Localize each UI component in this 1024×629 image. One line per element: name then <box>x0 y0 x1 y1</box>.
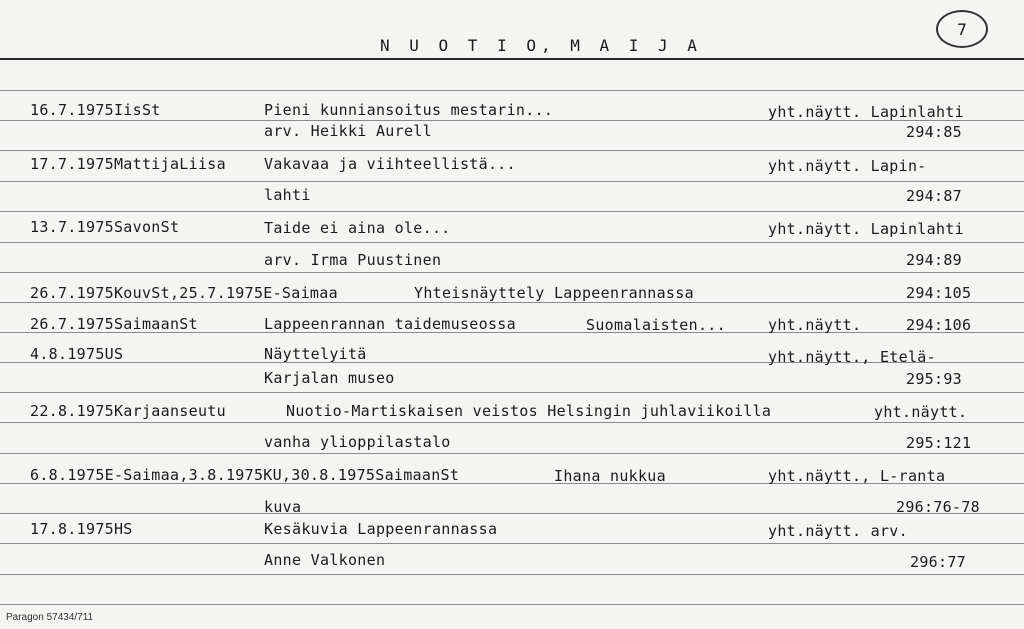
entry-ref: 295:93 <box>906 370 962 388</box>
entry-detail: arv. Heikki Aurell <box>264 122 432 140</box>
entry-title: Näyttelyitä <box>264 345 367 363</box>
entry-detail: vanha ylioppilastalo <box>264 433 451 451</box>
circled-number-badge <box>936 10 988 48</box>
rule-line <box>0 392 1024 393</box>
entry-date: 17.8.1975HS <box>30 520 133 538</box>
entry-type: yht.näytt., L-ranta <box>768 467 946 485</box>
entry-date: 6.8.1975E-Saimaa,3.8.1975KU,30.8.1975SaimaanSt <box>30 466 460 484</box>
entry-detail: arv. Irma Puustinen <box>264 251 442 269</box>
rule-line <box>0 513 1024 514</box>
entry-title: Pieni kunniansoitus mestarin... <box>264 101 554 119</box>
rule-line <box>0 211 1024 212</box>
entry-type: yht.näytt. <box>768 316 862 334</box>
rule-line <box>0 242 1024 243</box>
rule-line <box>0 272 1024 273</box>
entry-title: Lappeenrannan taidemuseossa <box>264 315 516 333</box>
entry-type: yht.näytt. Lapinlahti <box>768 220 964 238</box>
entry-date: 16.7.1975IisSt <box>30 101 161 119</box>
entry-date: 13.7.1975SavonSt <box>30 218 180 236</box>
rule-line <box>0 150 1024 151</box>
entry-date: 17.7.1975MattijaLiisa <box>30 155 226 173</box>
entry-detail: lahti <box>264 186 311 204</box>
entry-ref: 294:87 <box>906 187 962 205</box>
card-title: N U O T I O, M A I J A <box>380 36 702 55</box>
entry-date: 26.7.1975KouvSt,25.7.1975E-Saimaa <box>30 284 338 302</box>
entry-date: 22.8.1975Karjaanseutu <box>30 402 226 420</box>
rule-line <box>0 604 1024 605</box>
entry-title: Yhteisnäyttely Lappeenrannassa <box>414 284 694 302</box>
rule-line <box>0 58 1024 60</box>
entry-ref: 294:105 <box>906 284 972 302</box>
entry-ref: 296:77 <box>910 553 966 571</box>
entry-ref: 295:121 <box>906 434 972 452</box>
entry-title: Nuotio-Martiskaisen veistos Helsingin juhlaviikoilla <box>286 402 772 420</box>
entry-detail: kuva <box>264 498 302 516</box>
entry-title-continued: Suomalaisten... <box>586 316 726 334</box>
rule-line <box>0 574 1024 575</box>
rule-line <box>0 181 1024 182</box>
entry-title: Ihana nukkua <box>554 467 666 485</box>
entry-detail: Karjalan museo <box>264 369 395 387</box>
rule-line <box>0 453 1024 454</box>
rule-line <box>0 422 1024 423</box>
entry-ref: 296:76-78 <box>896 498 980 516</box>
rule-line <box>0 543 1024 544</box>
entry-detail: Anne Valkonen <box>264 551 386 569</box>
entry-title: Kesäkuvia Lappeenrannassa <box>264 520 498 538</box>
entry-title: Vakavaa ja viihteellistä... <box>264 155 516 173</box>
entry-type: yht.näytt. Lapinlahti <box>768 103 964 121</box>
rule-line <box>0 90 1024 91</box>
entry-type: yht.näytt., Etelä- <box>768 348 936 366</box>
entry-type: yht.näytt. arv. <box>768 522 908 540</box>
entry-ref: 294:106 <box>906 316 972 334</box>
entry-type: yht.näytt. <box>874 403 968 421</box>
entry-type: yht.näytt. Lapin- <box>768 157 927 175</box>
entry-ref: 294:85 <box>906 123 962 141</box>
entry-date: 26.7.1975SaimaanSt <box>30 315 198 333</box>
print-footer: Paragon 57434/711 <box>6 612 94 623</box>
badge-number: 7 <box>956 19 968 39</box>
entry-title: Taide ei aina ole... <box>264 219 451 237</box>
entry-ref: 294:89 <box>906 251 962 269</box>
rule-line <box>0 302 1024 303</box>
entry-date: 4.8.1975US <box>30 345 124 363</box>
